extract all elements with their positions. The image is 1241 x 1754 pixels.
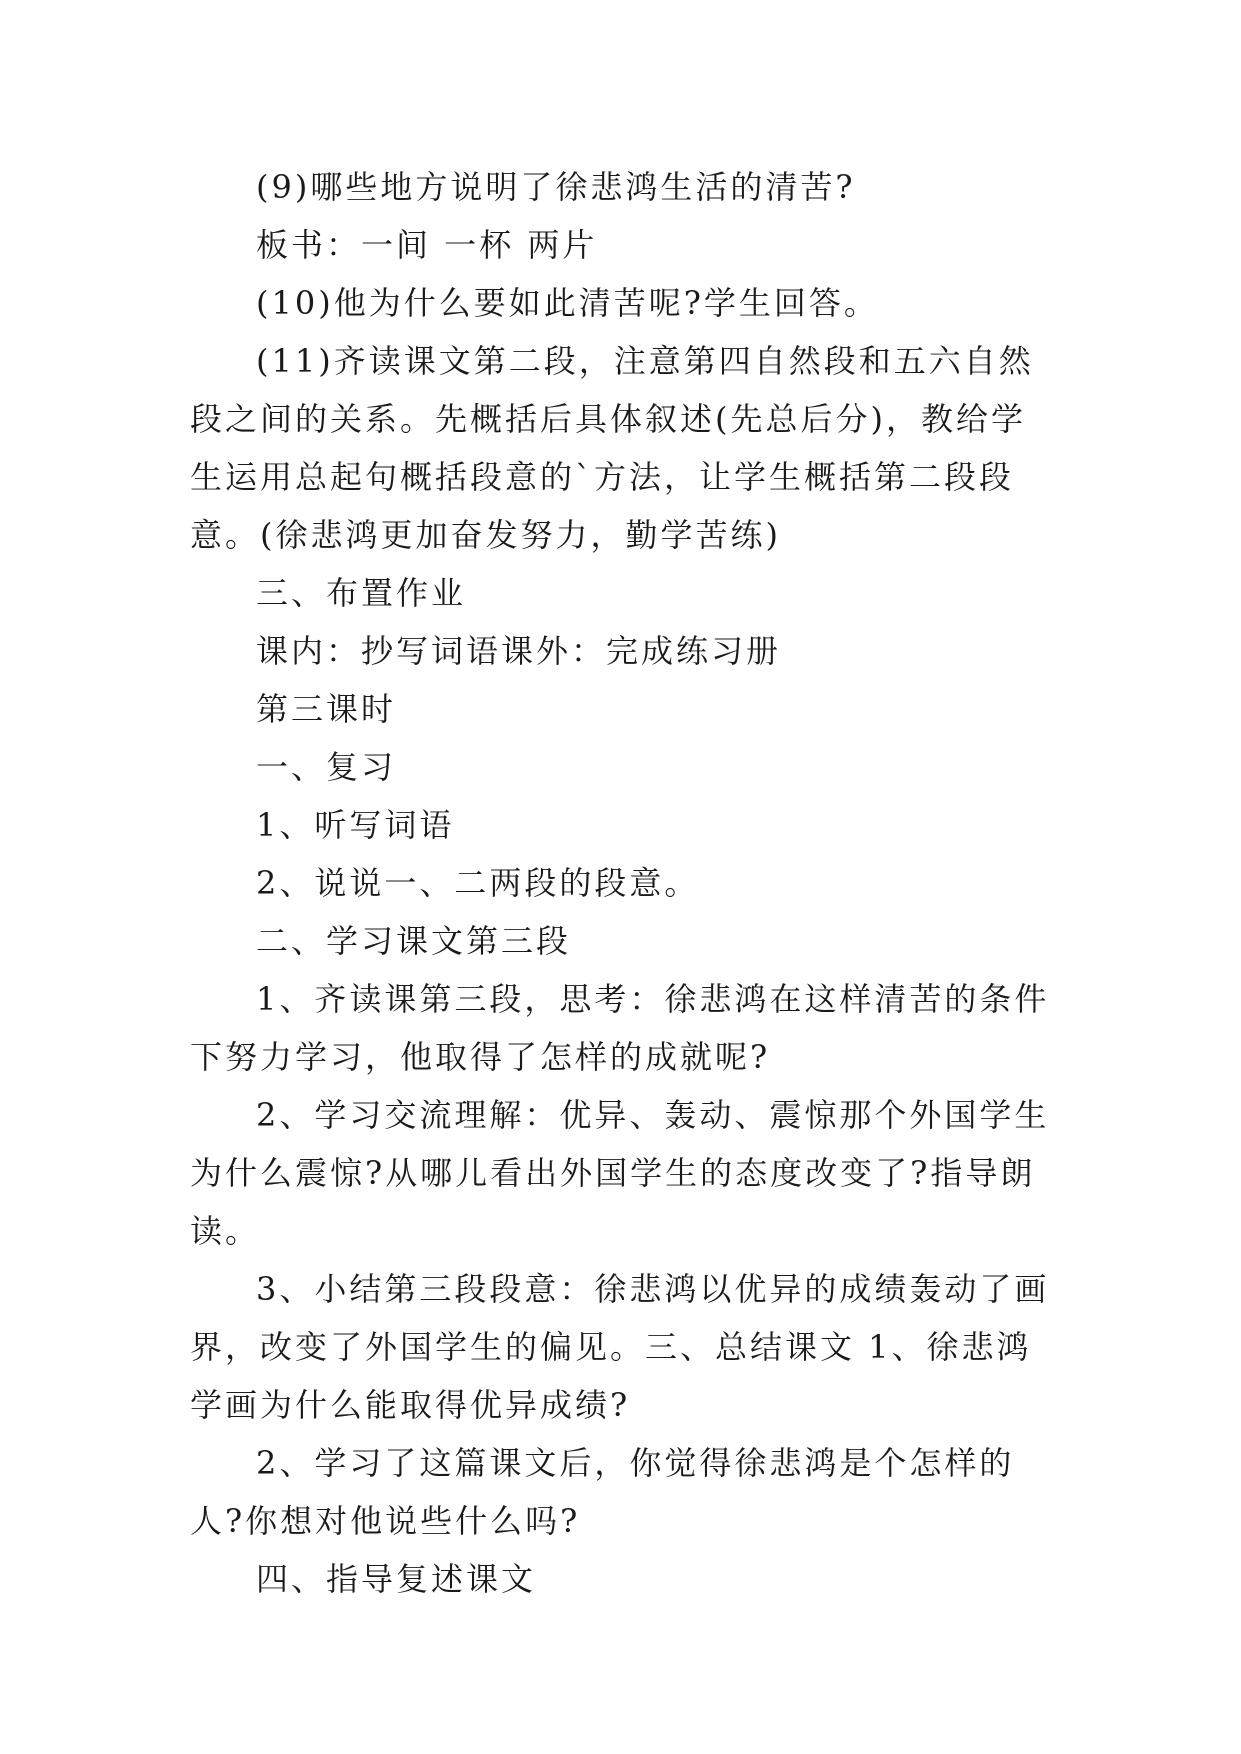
heading-retell: 四、指导复述课文 <box>256 1560 537 1598</box>
heading-third-lesson: 第三课时 <box>256 690 397 728</box>
paragraph-q10: (10)他为什么要如此清苦呢?学生回答。 <box>256 284 879 322</box>
paragraph-review-2: 2、说说一、二两段的段意。 <box>256 864 700 902</box>
paragraph-blackboard: 板书：一间 一杯 两片 <box>256 226 598 264</box>
heading-homework: 三、布置作业 <box>256 574 467 612</box>
paragraph-section-three-3: 3、小结第三段段意：徐悲鸿以优异的成绩轰动了画界，改变了外国学生的偏见。三、总结课文 1、徐悲鸿学画为什么能取得优异成绩? <box>190 1270 1050 1424</box>
paragraph-q11: (11)齐读课文第二段，注意第四自然段和五六自然段之间的关系。先概括后具体叙述(先总后分)，教给学生运用总起句概括段意的`方法，让学生概括第二段段意。(徐悲鸿更加奋发努力，勤学苦练) <box>190 342 1034 554</box>
heading-review: 一、复习 <box>256 748 397 786</box>
paragraph-review-1: 1、听写词语 <box>256 806 455 844</box>
heading-section-three: 二、学习课文第三段 <box>256 922 572 960</box>
paragraph-section-three-2: 2、学习交流理解：优异、轰动、震惊那个外国学生为什么震惊?从哪儿看出外国学生的态度改变了?指导朗读。 <box>190 1096 1050 1250</box>
paragraph-q9: (9)哪些地方说明了徐悲鸿生活的清苦? <box>256 168 856 206</box>
paragraph-section-three-1: 1、齐读课第三段，思考：徐悲鸿在这样清苦的条件下努力学习，他取得了怎样的成就呢? <box>190 980 1050 1076</box>
paragraph-summary-2: 2、学习了这篇课文后，你觉得徐悲鸿是个怎样的人?你想对他说些什么吗? <box>190 1444 1015 1540</box>
paragraph-homework-detail: 课内：抄写词语课外：完成练习册 <box>256 632 782 670</box>
